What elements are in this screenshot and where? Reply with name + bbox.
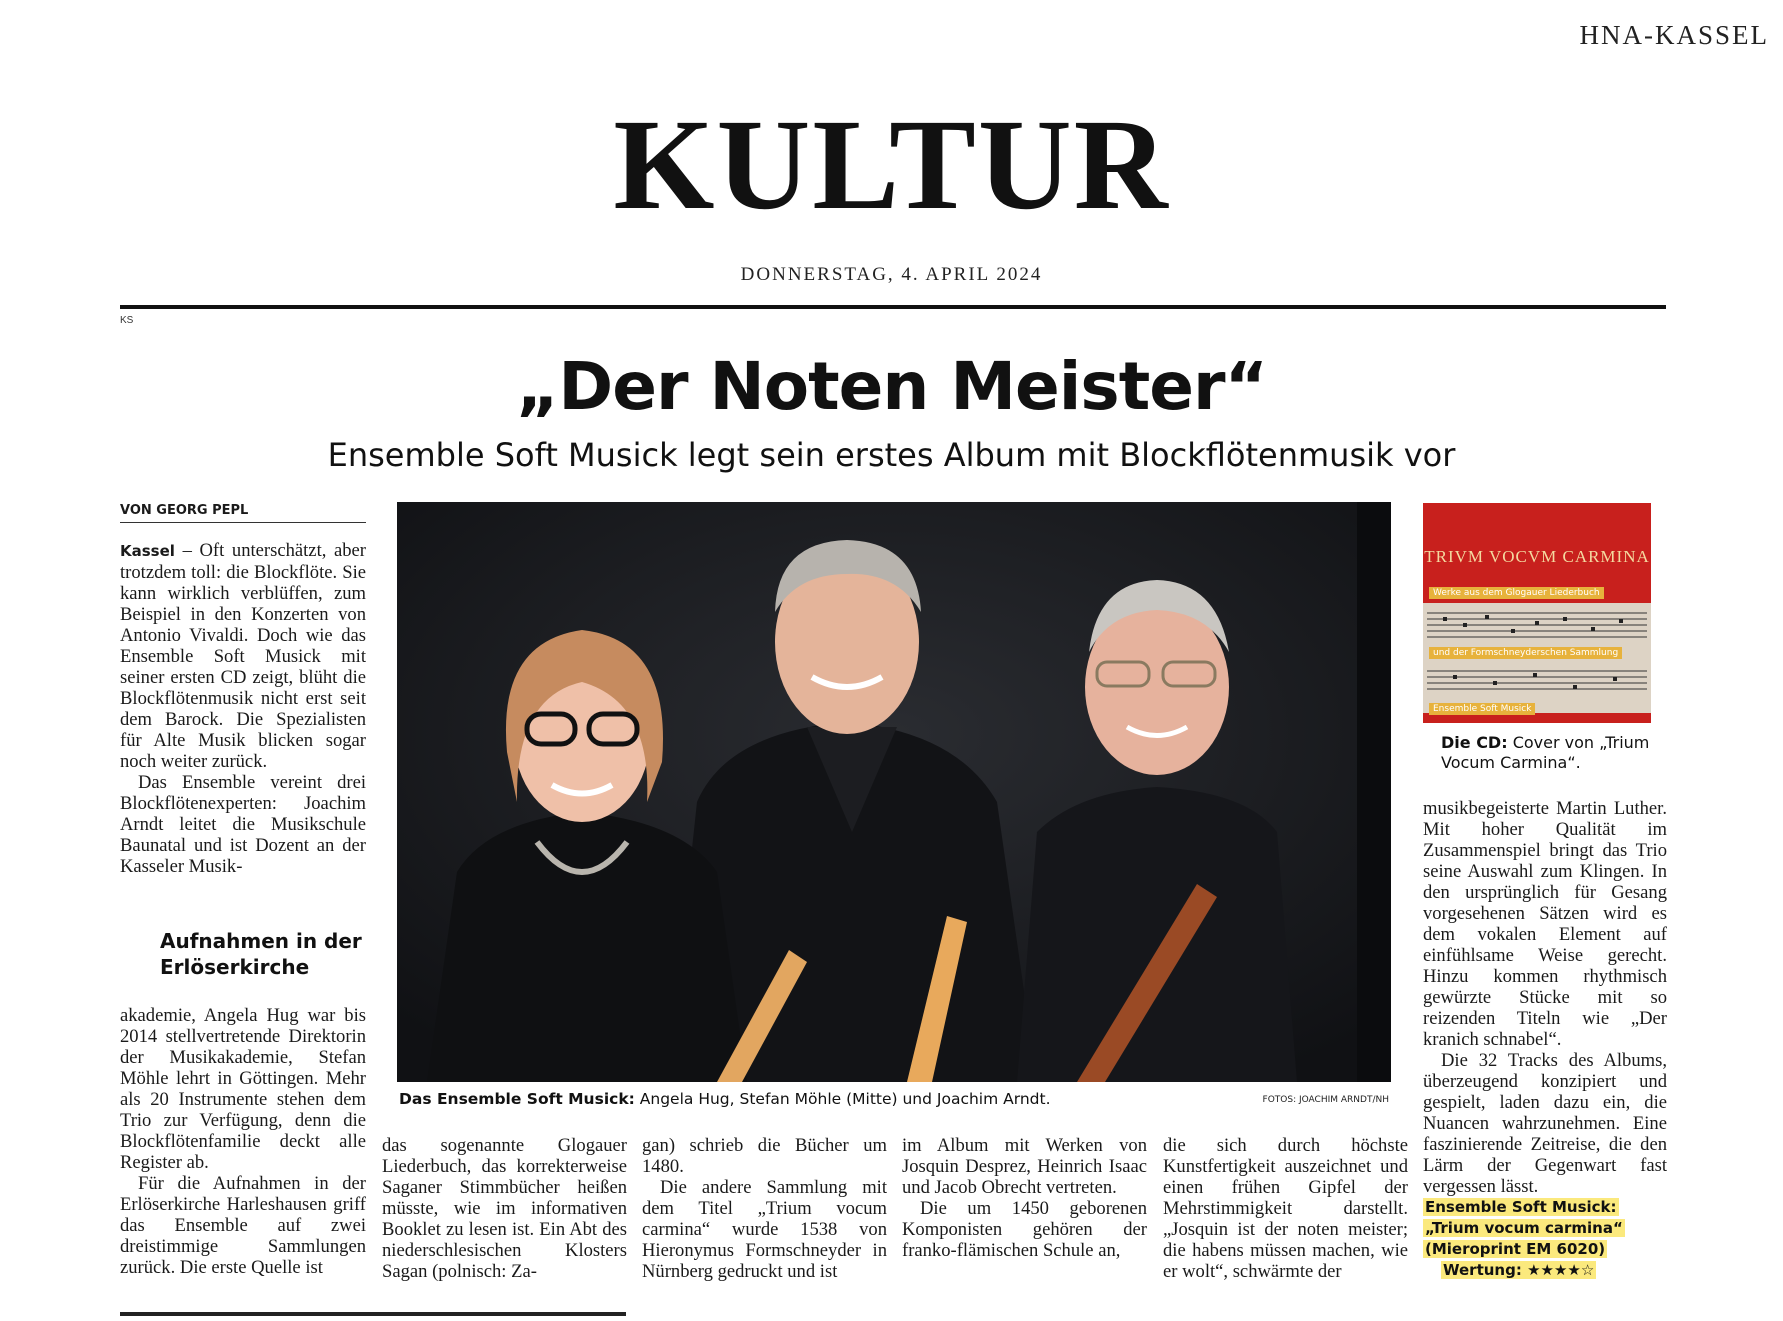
- column-1-paragraph-2: Das Ensemble vereint drei Blockflötenexperten: Joachim Arndt leitet die Musikschule Baunatal und ist Dozent an der Kasseler Musik-: [120, 772, 366, 877]
- cd-caption-label: Die CD:: [1441, 733, 1508, 752]
- article-column-4: [902, 1135, 1147, 1261]
- article-headline: „Der Noten Meister“: [516, 348, 1267, 425]
- article-column-2: [382, 1135, 627, 1282]
- column-5-paragraph-1: die sich durch höchste Kunstfertigkeit auszeichnet und einen frühen Gipfel der Mehrstimmigkeit darstellt. „Josquin ist der noten meister; die habens müssen machen, wie er wolt“, schwärmte der: [1163, 1135, 1408, 1282]
- photo-caption-text: Angela Hug, Stefan Möhle (Mitte) und Joachim Arndt.: [639, 1090, 1051, 1108]
- column-1-paragraph-4: Für die Aufnahmen in der Erlöserkirche Harleshausen griff das Ensemble auf zwei dreistimmige Sammlungen zurück. Die erste Quelle ist: [120, 1173, 366, 1278]
- album-info-text: Ensemble Soft Musick: „Trium vocum carmina“ (Mieroprint EM 6020): [1425, 1198, 1623, 1258]
- column-2-paragraph-1: das sogenannte Glogauer Liederbuch, das korrekterweise Saganer Stimmbücher heißen müsste, wie im informativen Booklet zu lesen ist. Ein Abt des niederschlesischen Klosters Sagan (polnisch: Za-: [382, 1135, 627, 1282]
- column-3-paragraph-2: Die andere Sammlung mit dem Titel „Trium vocum carmina“ wurde 1538 von Hieronymus Formschneyder in Nürnberg gedruckt und ist: [642, 1177, 887, 1282]
- cd-caption-text: Cover von „Trium Vocum Carmina“.: [1441, 733, 1650, 772]
- article-column-1-top: [120, 540, 366, 877]
- album-info-box: [1423, 1197, 1673, 1281]
- edition-code: KS: [120, 315, 134, 326]
- cd-caption: [1441, 733, 1653, 773]
- bottom-rule: [120, 1312, 626, 1316]
- album-rating: [1423, 1260, 1673, 1281]
- article-column-5: [1163, 1135, 1408, 1282]
- rating-label: Wertung:: [1443, 1261, 1522, 1279]
- dateline: Kassel: [120, 542, 175, 560]
- column-6-paragraph-1: musikbegeisterte Martin Luther. Mit hoher Qualität im Zusammenspiel bringt das Trio seine Auswahl zum Klingen. In den ursprünglich für Gesang vorgesehenen Sätzen wird es dem vokalen Element auf einfühlsame Weise gerecht. Hinzu kommen rhythmisch gewürzte Stücke mit so reizenden Titeln wie „Der kranich schnabel“.: [1423, 798, 1667, 1050]
- article-subheadline: Ensemble Soft Musick legt sein erstes Album mit Blockflötenmusik vor: [327, 436, 1456, 474]
- section-title: KULTUR: [613, 93, 1170, 237]
- cd-cover-title: TRIVM VOCVM CARMINA: [1424, 547, 1650, 566]
- cd-cover-ensemble: Ensemble Soft Musick: [1429, 703, 1535, 715]
- column-4-paragraph-1: im Album mit Werken von Josquin Desprez, Heinrich Isaac und Jacob Obrecht vertreten.: [902, 1135, 1147, 1198]
- ensemble-photo: [397, 502, 1391, 1082]
- article-column-6: [1423, 798, 1667, 1197]
- issue-date: DONNERSTAG, 4. APRIL 2024: [740, 264, 1043, 285]
- column-1-paragraph-1: – Oft unterschätzt, aber trotzdem toll: die Blockflöte. Sie kann wirklich verblüffen, zum Beispiel in den Konzerten von Antonio Vivaldi. Doch wie das Ensemble Soft Musick mit seiner ersten CD zeigt, blüht die Blockflötenmusik nicht erst seit dem Barock. Die Spezialisten für Alte Musik blicken sogar noch weiter zurück.: [120, 540, 367, 772]
- publication-name: HNA-KASSEL: [1579, 20, 1769, 50]
- header-rule: [120, 305, 1666, 309]
- column-3-paragraph-1: gan) schrieb die Bücher um 1480.: [642, 1135, 887, 1177]
- intertitle: Aufnahmen in der Erlöserkirche: [160, 929, 362, 979]
- column-1-paragraph-3: akademie, Angela Hug war bis 2014 stellvertretende Direktorin der Musikakademie, Stefan Möhle lehrt in Göttingen. Mehr als 20 Instrumente stehen dem Trio zur Verfügung, denn die Blockflötenfamilie deckt alle Register ab.: [120, 1005, 366, 1173]
- photo-caption: [399, 1090, 1389, 1108]
- cd-cover-subtitle-1: Werke aus dem Glogauer Liederbuch: [1429, 587, 1604, 599]
- cd-cover-art: [1423, 503, 1651, 723]
- article-column-3: [642, 1135, 887, 1282]
- photo-caption-label: Das Ensemble Soft Musick:: [399, 1090, 635, 1108]
- ensemble-photo-image: [397, 502, 1391, 1082]
- byline: VON GEORG PEPL: [120, 503, 366, 523]
- column-4-paragraph-2: Die um 1450 geborenen Komponisten gehören der franko-flämischen Schule an,: [902, 1198, 1147, 1261]
- photo-credit: FOTOS: JOACHIM ARNDT/NH: [1262, 1095, 1389, 1105]
- album-info-line: [1423, 1197, 1673, 1260]
- cd-cover: [1423, 503, 1651, 723]
- column-6-paragraph-2: Die 32 Tracks des Albums, überzeugend konzipiert und gespielt, laden dazu ein, die Nuancen wahrzunehmen. Eine faszinierende Zeitreise, die den Lärm der Gegenwart fast vergessen lässt.: [1423, 1050, 1667, 1197]
- rating-stars: ★★★★☆: [1527, 1261, 1595, 1279]
- article-column-1-bottom: [120, 1005, 366, 1278]
- cd-cover-subtitle-2: und der Formschneyderschen Sammlung: [1429, 647, 1622, 659]
